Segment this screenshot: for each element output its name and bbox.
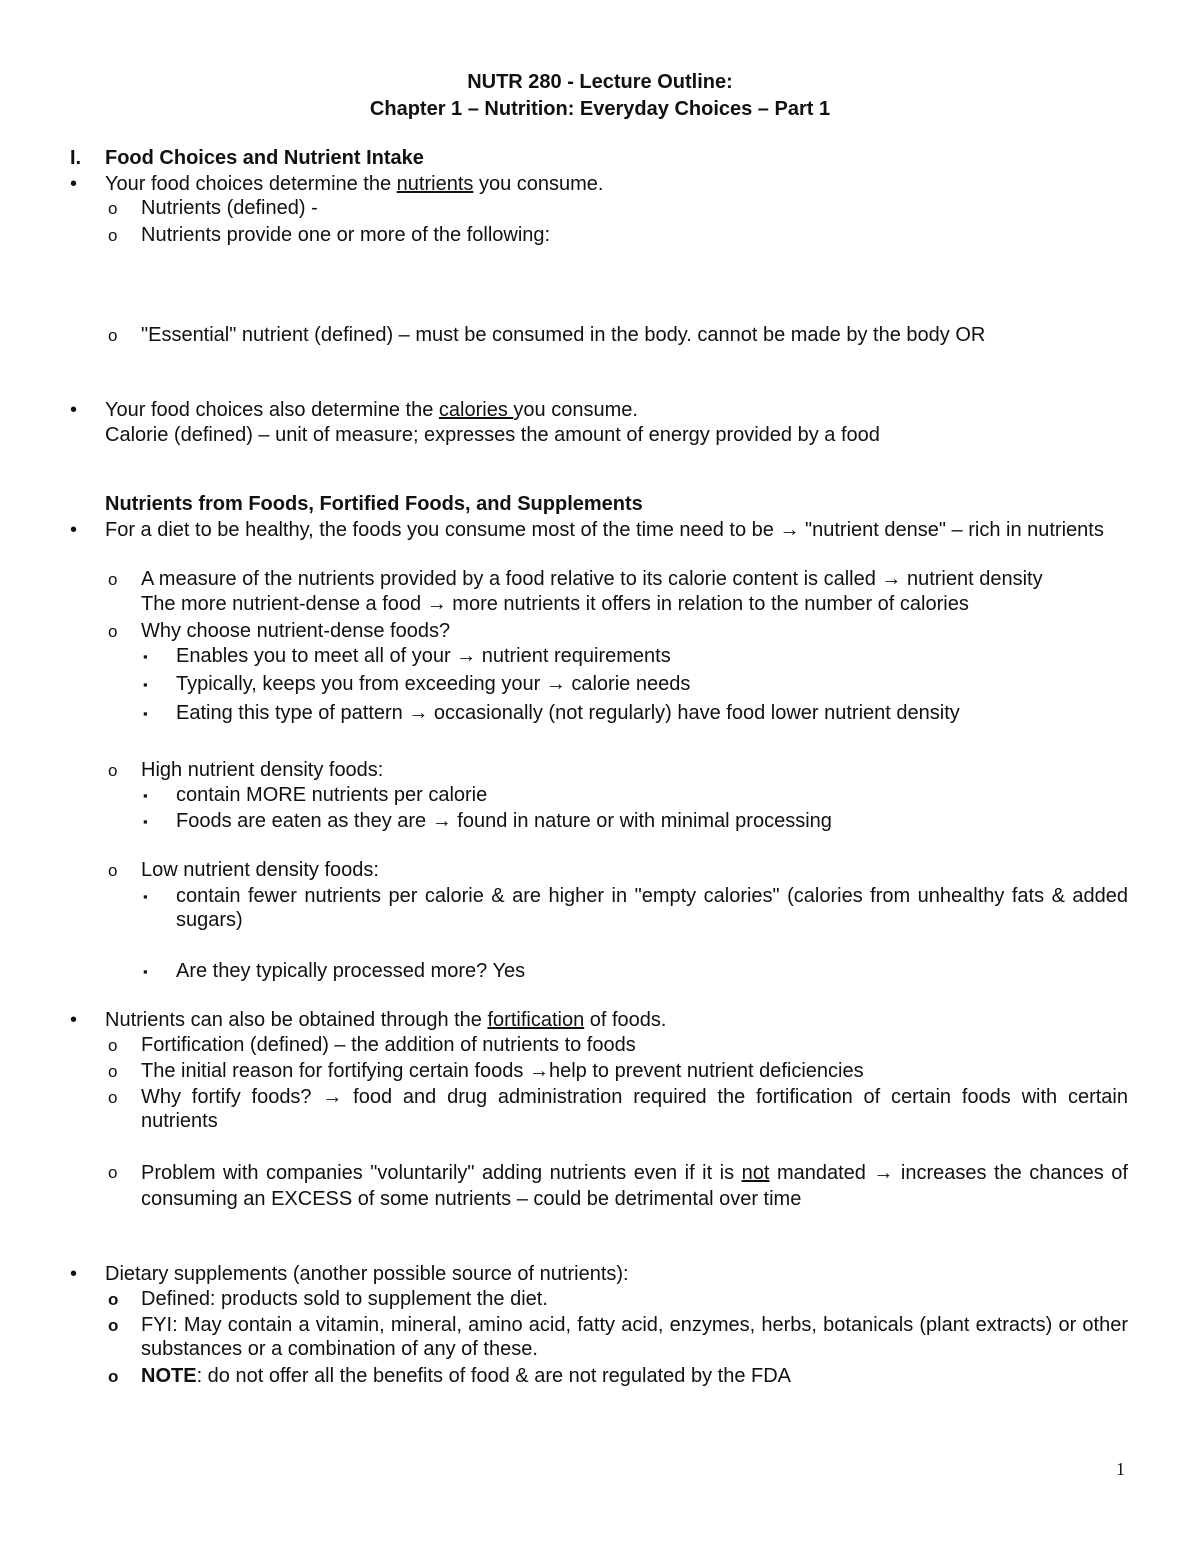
sub-item-why-choose: Why choose nutrient-dense foods? (141, 620, 451, 642)
square-marker: ▪ (143, 889, 148, 904)
square-marker: ▪ (143, 706, 148, 721)
sub-item-supplements-defined: Defined: products sold to supplement the diet. (141, 1288, 548, 1310)
bullet-fortification (105, 1008, 666, 1032)
page-number: 1 (1116, 1459, 1125, 1479)
bullet-dietary-supplements: Dietary supplements (another possible source of nutrients): (105, 1263, 629, 1285)
calorie-definition: Calorie (defined) – unit of measure; expresses the amount of energy provided by a food (105, 424, 880, 446)
sub-item-nutrient-dense-more: The more nutrient-dense a food → more nutrients it offers in relation to the number of calories (141, 593, 969, 615)
underlined-term-not: not (741, 1162, 770, 1184)
sub-item-voluntary-problem (141, 1160, 1128, 1212)
note-label: NOTE (141, 1365, 197, 1387)
sub-item-essential-nutrient: "Essential" nutrient (defined) – must be consumed in the body. cannot be made by the body OR (141, 324, 986, 346)
title-line-1: NUTR 280 - Lecture Outline: (467, 71, 733, 93)
bullet-marker: • (70, 173, 78, 195)
text-segment: Problem with companies "voluntarily" adding nutrients even if it is (141, 1162, 742, 1184)
text-segment: mandated → increases the chances of consuming an EXCESS of some nutrients – could be detrimental over time (141, 1162, 1128, 1210)
circle-marker: o (108, 761, 118, 780)
sub-item-note (141, 1364, 791, 1388)
bullet-healthy-diet: For a diet to be healthy, the foods you consume most of the time need to be → "nutrient dense" – rich in nutrients (105, 519, 1104, 541)
section-heading-food-choices: Food Choices and Nutrient Intake (105, 147, 424, 169)
item-empty-calories: contain fewer nutrients per calorie & are higher in "empty calories" (calories from unhealthy fats & added sugars) (176, 885, 1128, 931)
bullet-marker: • (70, 1263, 78, 1285)
title-line-2: Chapter 1 – Nutrition: Everyday Choices – Part 1 (369, 98, 831, 120)
circle-marker: o (108, 1088, 118, 1107)
item-found-in-nature: Foods are eaten as they are → found in nature or with minimal processing (176, 810, 832, 832)
sub-item-fyi-contents: FYI: May contain a vitamin, mineral, amino acid, fatty acid, enzymes, herbs, botanicals (plant extracts) or other substances or a combination of any of these. (141, 1314, 1128, 1360)
item-calorie-needs: Typically, keeps you from exceeding your → calorie needs (176, 673, 691, 695)
circle-marker: o (108, 226, 118, 245)
section-heading-nutrients-from-foods: Nutrients from Foods, Fortified Foods, and Supplements (105, 493, 643, 515)
text-segment: Your food choices determine the (105, 173, 397, 195)
sub-item-fortification-defined: Fortification (defined) – the addition of nutrients to foods (141, 1034, 636, 1056)
text-segment: of foods. (584, 1009, 667, 1031)
bullet-food-choices-nutrients (105, 172, 603, 196)
sub-item-nutrient-density-measure: A measure of the nutrients provided by a food relative to its calorie content is called → nutrient density (141, 568, 1043, 590)
circle-marker: o (108, 1367, 119, 1386)
square-marker: ▪ (143, 677, 148, 692)
square-marker: ▪ (143, 788, 148, 803)
circle-marker: o (108, 1163, 118, 1182)
circle-marker: o (108, 570, 118, 589)
square-marker: ▪ (143, 814, 148, 829)
text-segment: Nutrients can also be obtained through the (105, 1009, 488, 1031)
item-meet-requirements: Enables you to meet all of your → nutrient requirements (176, 645, 671, 667)
circle-marker: o (108, 1036, 118, 1055)
item-more-nutrients: contain MORE nutrients per calorie (176, 784, 488, 806)
underlined-term-calories: calories (438, 399, 514, 421)
text-segment: you consume. (473, 173, 604, 195)
item-processed-more: Are they typically processed more? Yes (176, 960, 526, 982)
bullet-marker: • (70, 1009, 78, 1031)
square-marker: ▪ (143, 649, 148, 664)
circle-marker: o (108, 326, 118, 345)
sub-item-high-density: High nutrient density foods: (141, 759, 384, 781)
bullet-marker: • (70, 519, 78, 541)
sub-item-nutrients-defined: Nutrients (defined) - (141, 197, 318, 219)
text-segment: Your food choices also determine the (105, 399, 439, 421)
roman-numeral-marker: I. (70, 147, 82, 169)
item-eating-pattern: Eating this type of pattern → occasionally (not regularly) have food lower nutrient density (176, 702, 960, 724)
text-segment: you consume. (513, 399, 638, 421)
sub-item-initial-reason: The initial reason for fortifying certain foods →help to prevent nutrient deficiencies (141, 1060, 864, 1082)
circle-marker: o (108, 1316, 119, 1335)
sub-item-why-fortify: Why fortify foods? → food and drug administration required the fortification of certain foods with certain nutrients (141, 1086, 1128, 1132)
circle-marker: o (108, 1290, 119, 1309)
bullet-food-choices-calories (105, 398, 638, 422)
text-segment: : do not offer all the benefits of food & are not regulated by the FDA (196, 1365, 792, 1387)
circle-marker: o (108, 861, 118, 880)
circle-marker: o (108, 199, 118, 218)
sub-item-low-density: Low nutrient density foods: (141, 859, 379, 881)
circle-marker: o (108, 622, 118, 641)
circle-marker: o (108, 1062, 118, 1081)
sub-item-nutrients-provide: Nutrients provide one or more of the following: (141, 224, 551, 246)
underlined-term-nutrients: nutrients (396, 173, 474, 195)
underlined-term-fortification: fortification (487, 1009, 585, 1031)
square-marker: ▪ (143, 964, 148, 979)
bullet-marker: • (70, 399, 78, 421)
